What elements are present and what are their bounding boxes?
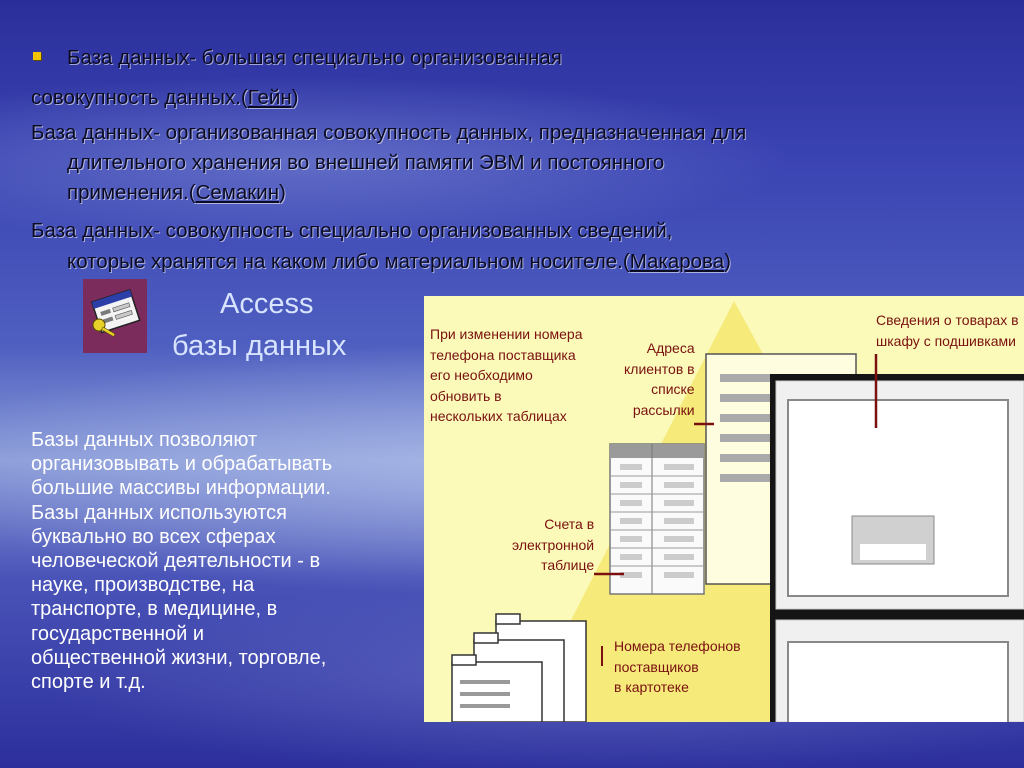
- description-line: транспорте, в медицине, в: [31, 598, 278, 621]
- bullet-icon: [33, 52, 41, 60]
- description-line: организовывать и обрабатывать: [31, 453, 333, 476]
- description-line: спорте и т.д.: [31, 671, 146, 694]
- label-line: При изменении номера: [430, 326, 583, 342]
- label-line: Номера телефонов: [614, 638, 741, 654]
- definition-1-line-1: База данных- большая специально организованная: [67, 46, 562, 69]
- file-cabinet: [770, 374, 1024, 722]
- description-line: государственной и: [31, 622, 205, 645]
- definition-1-close: ): [291, 86, 299, 109]
- description-line: человеческой деятельности - в: [31, 550, 321, 573]
- description-line: науке, производстве, на: [31, 574, 255, 597]
- definition-2-line-1: База данных- организованная совокупность данных, предназначенная для: [31, 121, 747, 144]
- access-title: Access: [220, 288, 314, 320]
- label-line: Адреса: [646, 340, 695, 356]
- description-line: Базы данных позволяют: [31, 429, 258, 451]
- label-line: таблице: [541, 557, 595, 573]
- definition-1-line-2: [31, 85, 298, 111]
- label-line: нескольких таблицах: [430, 408, 567, 424]
- label-line: поставщиков: [614, 658, 699, 675]
- label-addresses: [624, 338, 695, 420]
- label-line: списке: [651, 381, 695, 397]
- label-line: обновить в: [430, 387, 502, 404]
- label-line: электронной: [512, 536, 595, 553]
- source-link-semakin[interactable]: Семакин: [195, 181, 280, 204]
- description-line: большие массивы информации.: [31, 477, 331, 500]
- label-line: шкафу с подшивками: [876, 332, 1016, 349]
- description-paragraph: [31, 428, 426, 694]
- access-database-icon[interactable]: [83, 279, 147, 353]
- description-line: буквально во всех сферах: [31, 525, 276, 548]
- description-line: общественной жизни, торговле,: [31, 646, 327, 669]
- source-link-makarova[interactable]: Макарова: [629, 250, 725, 273]
- label-line: телефона поставщика: [430, 346, 576, 363]
- definition-2-text: применения.(: [67, 181, 196, 204]
- access-subtitle: базы данных: [172, 330, 347, 362]
- label-line: Сведения о товарах в: [876, 312, 1019, 328]
- label-line: его необходимо: [430, 367, 533, 383]
- label-line: Счета в: [544, 516, 595, 532]
- database-illustration: [424, 296, 1024, 722]
- spreadsheet-table: [610, 444, 704, 594]
- definition-3-close: ): [724, 250, 731, 273]
- card-index: [452, 614, 586, 722]
- label-goods: [876, 310, 1019, 351]
- label-phone-change: [430, 324, 583, 427]
- definition-2-close: ): [279, 181, 286, 204]
- label-line: клиентов в: [624, 360, 695, 377]
- label-accounts: [512, 514, 594, 576]
- definition-3-line-1: База данных- совокупность специально организованных сведений,: [31, 219, 673, 242]
- label-line: в картотеке: [614, 679, 689, 695]
- label-line: рассылки: [632, 401, 695, 418]
- definition-3-line-2: [67, 249, 731, 275]
- definition-2-line-3: [67, 180, 286, 206]
- definition-1-text: совокупность данных.(: [31, 86, 248, 109]
- source-link-gein[interactable]: Гейн: [247, 86, 292, 109]
- definition-3-text: которые хранятся на каком либо материальном носителе.(: [67, 250, 630, 273]
- label-phones: [614, 636, 741, 698]
- description-line: Базы данных используются: [31, 501, 287, 524]
- definition-2-line-2: длительного хранения во внешней памяти ЭВМ и постоянного: [67, 151, 665, 174]
